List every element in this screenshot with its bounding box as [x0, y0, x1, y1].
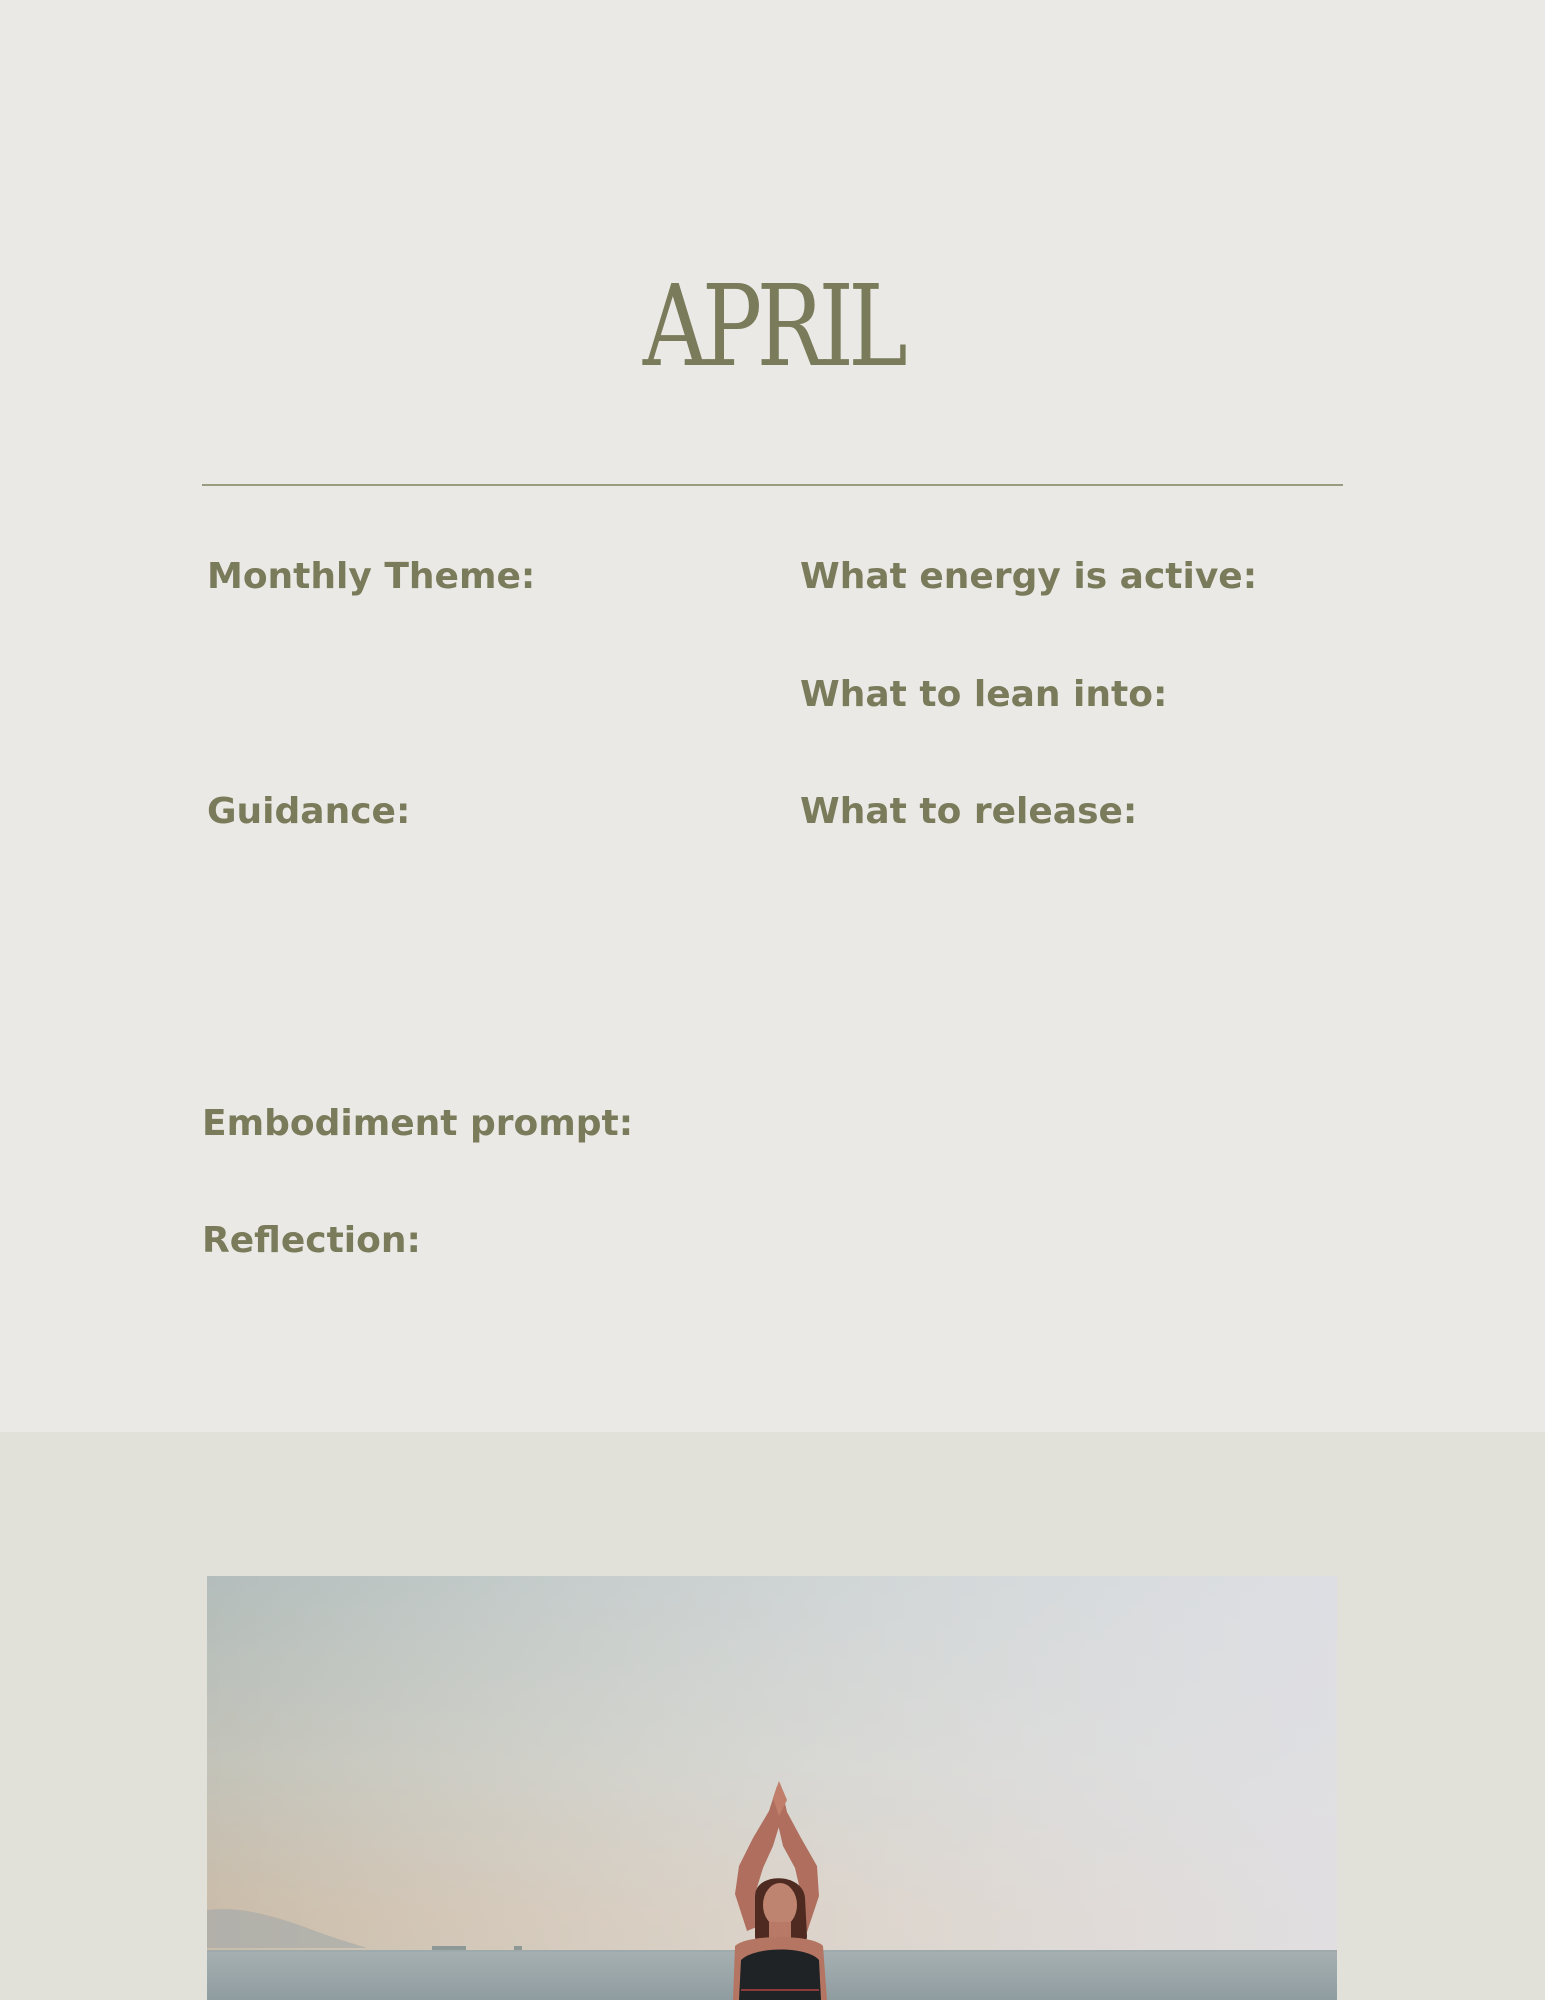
- release-label: What to release:: [800, 791, 1138, 832]
- embodiment-prompt-label: Embodiment prompt:: [202, 1103, 634, 1144]
- guidance-label: Guidance:: [207, 791, 411, 832]
- lean-into-label: What to lean into:: [800, 674, 1168, 715]
- yoga-photo-image: [207, 1576, 1337, 2000]
- page-title: APRIL: [642, 262, 903, 392]
- title-divider: [202, 484, 1343, 486]
- yoga-photo: [207, 1576, 1337, 2000]
- monthly-theme-label: Monthly Theme:: [207, 556, 536, 597]
- energy-active-label: What energy is active:: [800, 556, 1258, 597]
- reflection-label: Reflection:: [202, 1220, 421, 1261]
